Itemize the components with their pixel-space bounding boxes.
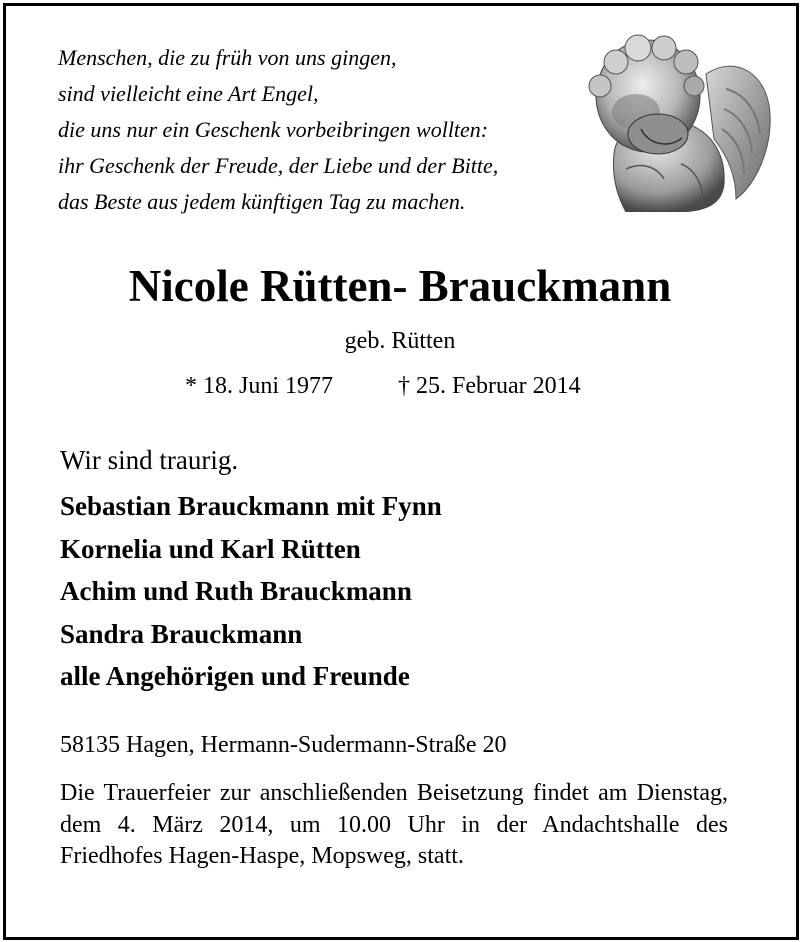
birth-name: geb. Rütten	[344, 328, 456, 354]
funeral-notice: Die Trauerfeier zur anschließenden Beisetzung findet am Dienstag, dem 4. März 2014, um 10.00 Uhr in der Andachtshalle des Friedhofes Hagen-Haspe, Mopsweg, statt.	[60, 780, 728, 869]
family-address: 58135 Hagen, Hermann-Sudermann-Straße 20	[60, 732, 507, 758]
poem-line: die uns nur ein Geschenk vorbeibringen wollten:	[58, 117, 489, 142]
mourner-entry: Sebastian Brauckmann mit Fynn	[60, 491, 442, 521]
death-date: † 25. Februar 2014	[398, 373, 581, 399]
mourner-entry: Sandra Brauckmann	[60, 618, 303, 649]
birth-date: * 18. Juni 1977	[185, 373, 334, 399]
poem-line: das Beste aus jedem künftigen Tag zu machen.	[58, 189, 466, 214]
mourner-entry: Achim und Ruth Brauckmann	[60, 576, 412, 606]
mourner-entry: Kornelia und Karl Rütten	[60, 533, 361, 564]
poem-line: Menschen, die zu früh von uns gingen,	[58, 45, 397, 70]
poem	[58, 40, 578, 220]
mourner-list	[60, 485, 442, 698]
mourner-entry: alle Angehörigen und Freunde	[60, 661, 410, 691]
poem-line: ihr Geschenk der Freude, der Liebe und der Bitte,	[58, 153, 499, 178]
deceased-name: Nicole Rütten- Brauckmann	[128, 261, 672, 311]
angel-statue-icon	[586, 34, 772, 212]
grief-message: Wir sind traurig.	[60, 445, 239, 475]
poem-line: sind vielleicht eine Art Engel,	[58, 81, 319, 106]
